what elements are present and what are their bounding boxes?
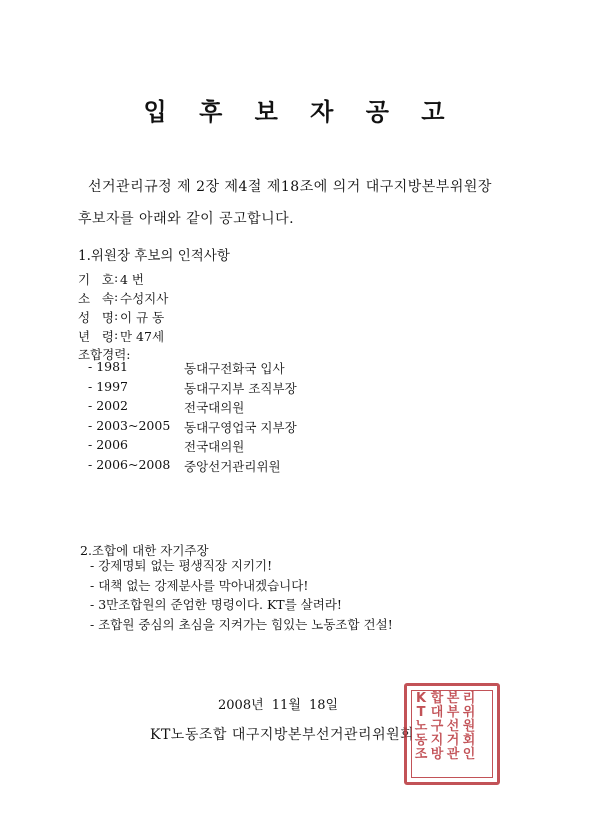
document-title: 입 후 보 자 공 고: [143, 97, 457, 126]
field-value: 이 규 동: [120, 310, 165, 325]
official-seal-icon: K T 노 동 조 합 대 구 지 방 본 부 선 거 관 리 위 원 회 인: [404, 683, 500, 785]
career-row: - 2006~2008 중앙선거관리위원: [88, 456, 281, 474]
field-value: 만 47세: [120, 329, 165, 344]
field-age: 년 령 : 만 47세: [78, 327, 165, 344]
claims-list: [90, 556, 393, 634]
field-label: 성 명: [78, 310, 114, 325]
field-affiliation: 소 속 : 수성지사: [78, 289, 169, 306]
field-value: 4 번: [120, 272, 145, 287]
career-row: - 2003~2005 동대구영업국 지부장: [88, 417, 297, 435]
intro-line-2: 후보자를 아래와 같이 공고합니다.: [78, 211, 295, 227]
field-value: 수성지사: [120, 291, 169, 306]
intro-line-1: 선거관리규정 제 2장 제4절 제18조에 의거 대구지방본부위원장: [88, 179, 492, 195]
section-2-title: 2.조합에 대한 자기주장: [80, 543, 209, 558]
field-number: 기 호 : 4 번: [78, 270, 145, 287]
organization-name: KT노동조합 대구지방본부선거관리위원회: [150, 727, 415, 743]
career-row: - 1997 동대구지부 조직부장: [88, 378, 297, 396]
claim-item: - 3만조합원의 준엄한 명령이다. KT를 살려라!: [90, 597, 342, 612]
claim-item: - 대책 없는 강제분사를 막아내겠습니다!: [90, 577, 309, 593]
announcement-date: 2008년 11월 18일: [218, 698, 339, 713]
career-row: - 2002 전국대의원: [88, 398, 245, 415]
claim-item: - 조합원 중심의 초심을 지켜가는 힘있는 노동조합 건설!: [90, 616, 393, 632]
field-label: 기 호: [78, 272, 114, 287]
claim-item: - 강제명퇴 없는 평생직장 지키기!: [90, 558, 273, 573]
candidate-info: [78, 270, 168, 346]
field-label: 년 령: [78, 329, 114, 344]
career-header: 조합경력:: [78, 347, 131, 362]
section-1-title: 1.위원장 후보의 인적사항: [78, 248, 230, 264]
career-list: [88, 359, 297, 476]
field-name: 성 명 : 이 규 동: [78, 308, 165, 325]
career-row: - 2006 전국대의원: [88, 437, 245, 454]
career-row: - 1981 동대구전화국 입사: [88, 359, 285, 376]
field-label: 소 속: [78, 291, 114, 306]
